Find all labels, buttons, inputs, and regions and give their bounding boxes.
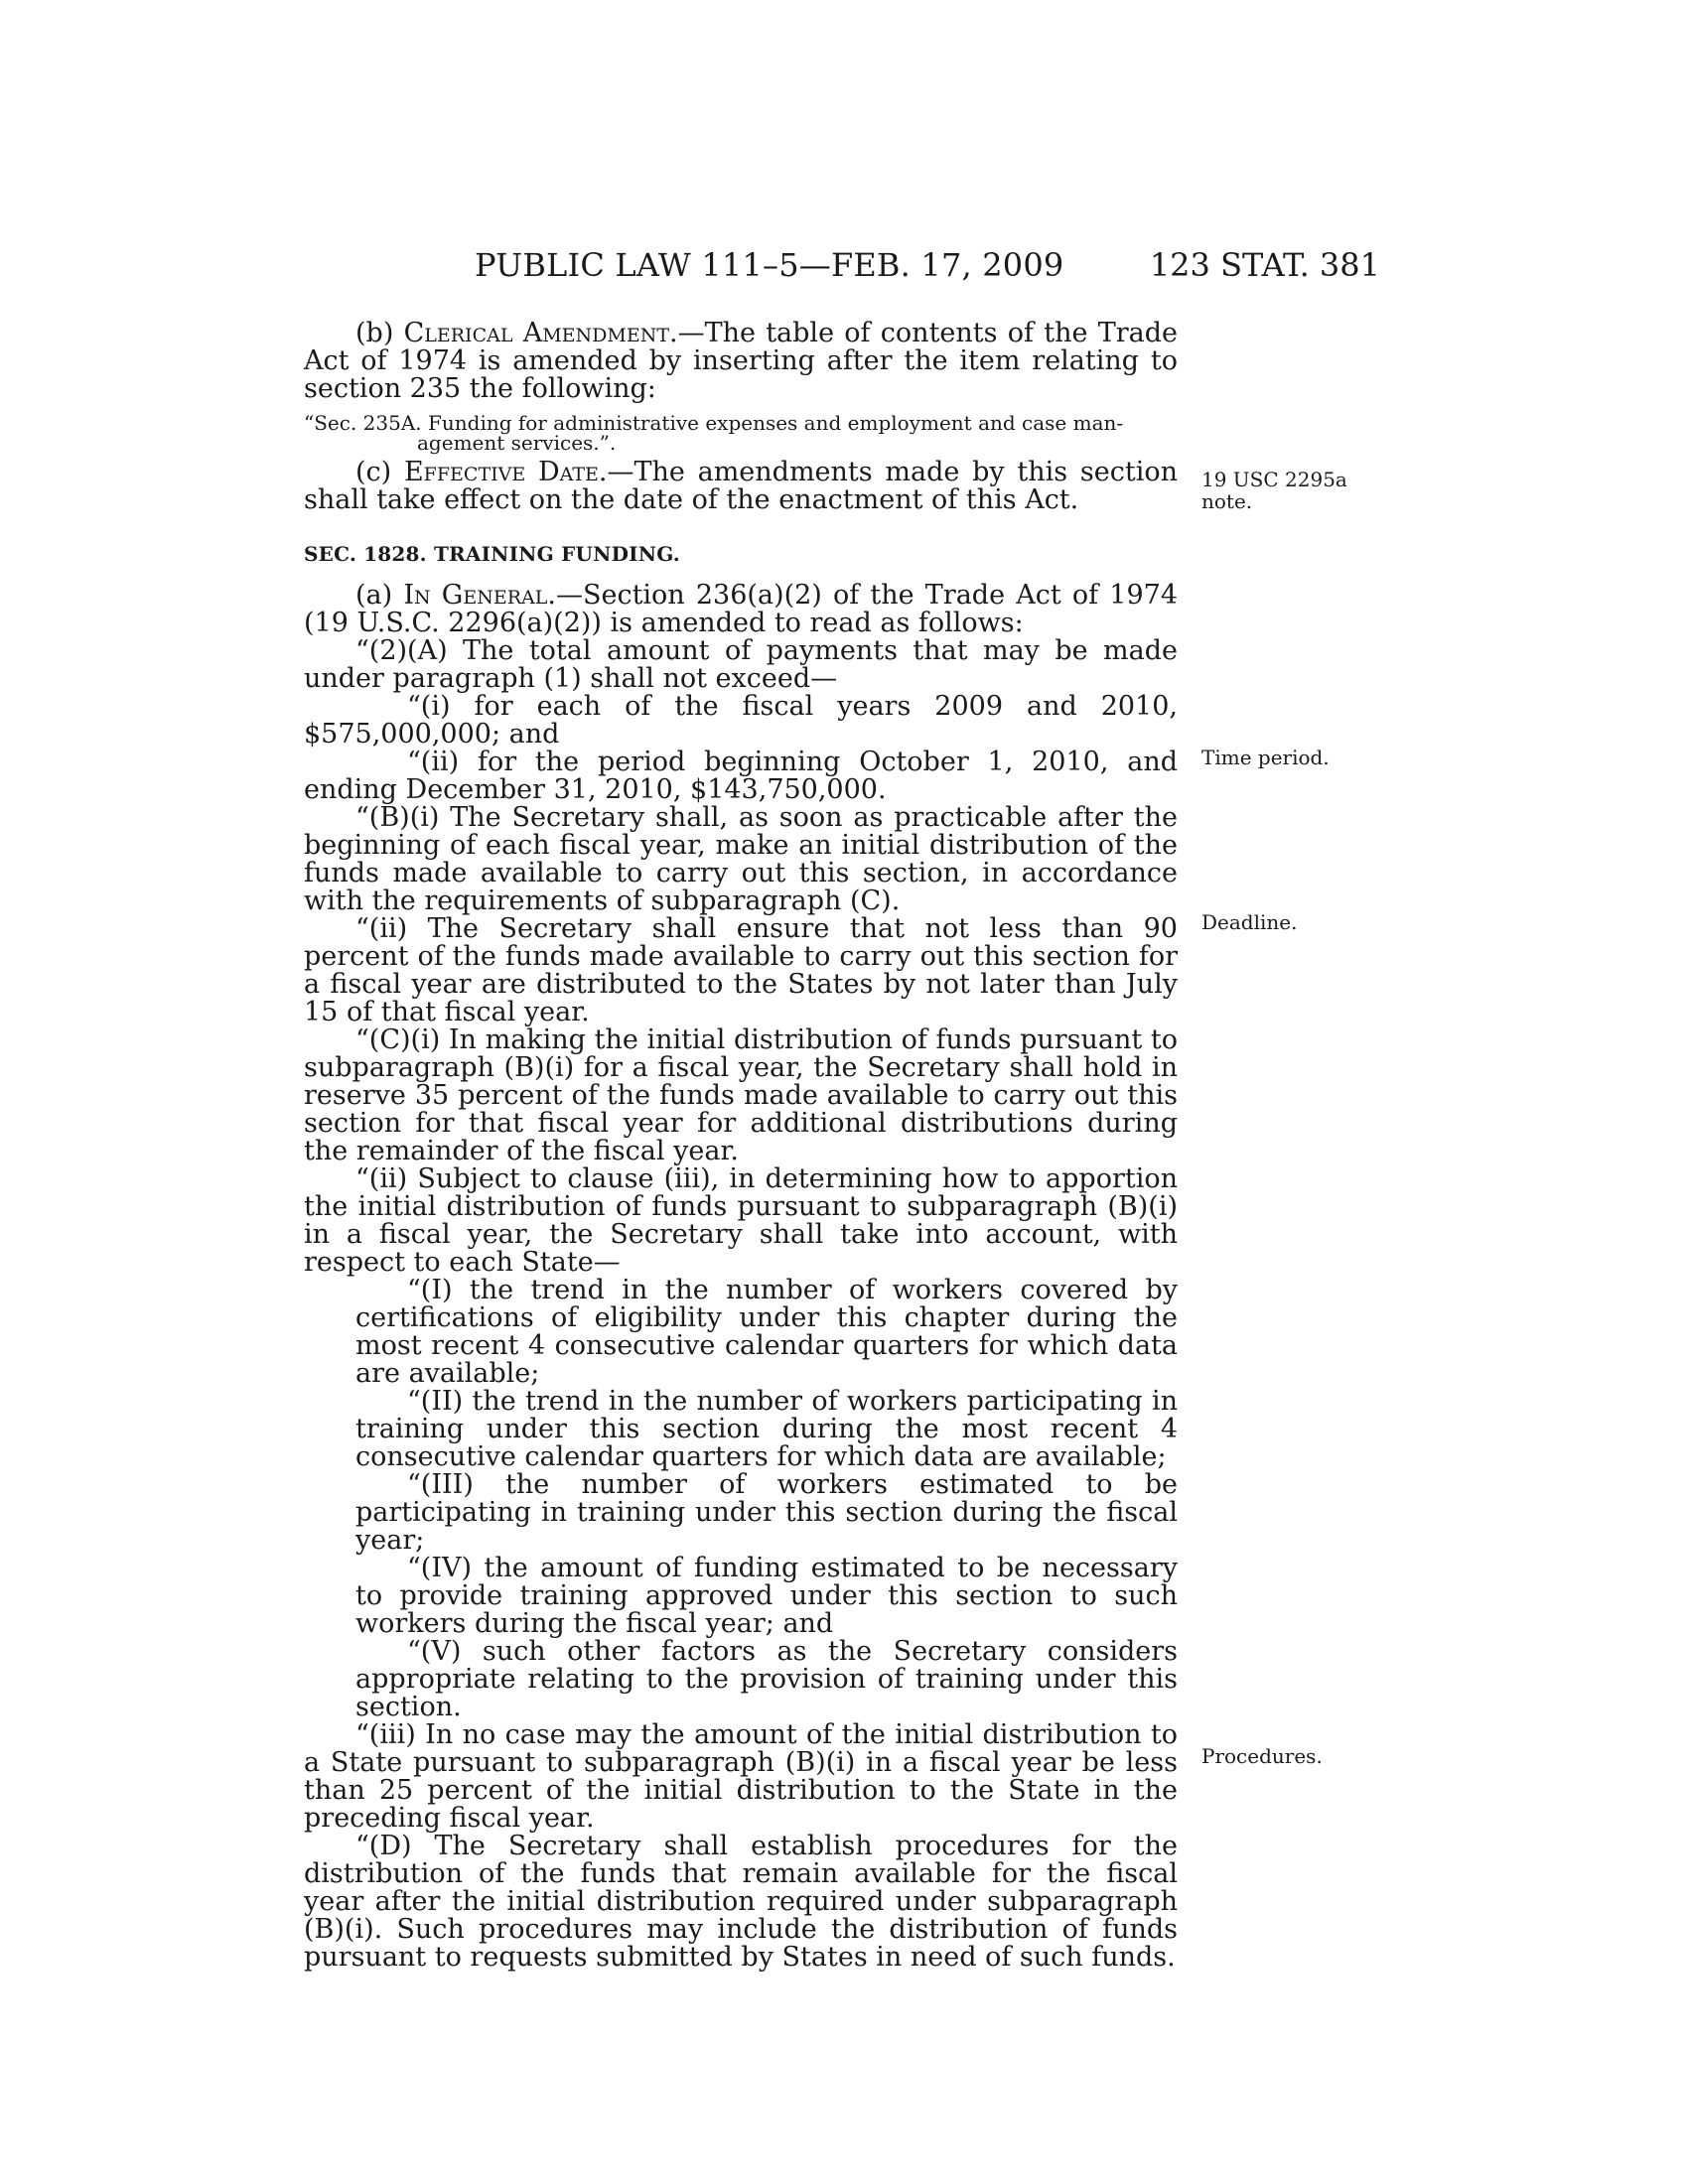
- margin-note-usc-line1: 19 USC 2295a: [1201, 468, 1347, 491]
- paragraph-b-heading: Clerical Amendment.: [403, 318, 678, 348]
- clause-2A-ii: “(ii) for the period beginning October 1, 2010, and ending December 31, 2010, $143,750,000.: [304, 747, 1178, 805]
- paragraph-C-i: “(C)(i) In making the initial distribution of funds pursuant to subparagraph (B)(i) for a fiscal year, the Secretary shall hold in reserve 35 percent of the funds made available to carry out this section for that fiscal year for additional distributions during the remainder of the fiscal year.: [304, 1024, 1178, 1166]
- subclause-V: “(V) such other factors as the Secretary considers appropriate relating to the provision of training under this section.: [355, 1636, 1178, 1722]
- paragraph-C-ii: “(ii) Subject to clause (iii), in determining how to apportion the initial distribution of funds pursuant to subparagraph (B)(i) in a fiscal year, the Secretary shall take into account, with respect to each State—: [304, 1163, 1178, 1278]
- toc-entry-line2: agement services.”.: [417, 431, 617, 455]
- paragraph-D: “(D) The Secretary shall establish procedures for the distribution of the funds that remain available for the fiscal year after the initial distribution required under subparagraph (B)(i). Such procedures may include the distribution of funds pursuant to requests submitted by States in need of such funds.: [304, 1831, 1178, 1973]
- toc-entry-line1: “Sec. 235A. Funding for administrative expenses and employment and case man-: [304, 411, 1124, 435]
- paragraph-C-iii: “(iii) In no case may the amount of the initial distribution to a State pursuant to subparagraph (B)(i) in a fiscal year be less than 25 percent of the initial distribution to the State in the preceding fiscal year.: [304, 1719, 1178, 1834]
- paragraph-a-text: —Section 236(a)(2) of the Trade Act of 1974 (19 U.S.C. 2296(a)(2)) is amended to read as follows:: [304, 580, 1178, 638]
- body-text-column: [304, 320, 1178, 1972]
- subclause-III: “(III) the number of workers estimated to be participating in training under this section during the fiscal year;: [355, 1469, 1178, 1556]
- paragraph-b: [304, 320, 1178, 403]
- paragraph-c-label: (c): [355, 457, 404, 487]
- margin-note-usc-line2: note.: [1201, 489, 1253, 513]
- section-heading: SEC. 1828. TRAINING FUNDING.: [304, 542, 680, 566]
- running-header-title: PUBLIC LAW 111–5—FEB. 17, 2009: [475, 246, 1064, 284]
- margin-note-deadline: Deadline.: [1201, 910, 1298, 934]
- paragraph-b-text: —The table of contents of the Trade Act of 1974 is amended by inserting after the item relating to section 235 the following:: [304, 318, 1178, 404]
- paragraph-B-i: “(B)(i) The Secretary shall, as soon as practicable after the beginning of each fiscal year, make an initial distribution of the funds made available to carry out this section, in accordance with the requirements of subparagraph (C).: [304, 802, 1178, 916]
- margin-note-usc-citation: [1201, 469, 1347, 512]
- paragraph-2A: “(2)(A) The total amount of payments that may be made under paragraph (1) shall not exceed—: [304, 635, 1178, 694]
- paragraph-c: [304, 459, 1178, 514]
- paragraph-c-text: —The amendments made by this section shall take effect on the date of the enactment of this Act.: [304, 457, 1179, 515]
- margin-note-time-period: Time period.: [1201, 746, 1330, 769]
- paragraph-a: [304, 582, 1178, 637]
- paragraph-a-label: (a): [355, 580, 404, 611]
- toc-entry: [304, 413, 1178, 453]
- subclause-I: “(I) the trend in the number of workers covered by certifications of eligibility under this chapter during the most recent 4 consecutive calendar quarters for which data are available;: [355, 1275, 1178, 1389]
- paragraph-b-label: (b): [355, 318, 404, 348]
- paragraph-B-ii: “(ii) The Secretary shall ensure that not less than 90 percent of the funds made available to carry out this section for a fiscal year are distributed to the States by not later than July 15 of that fiscal year.: [304, 913, 1178, 1027]
- subclause-II: “(II) the trend in the number of workers participating in training under this section during the most recent 4 consecutive calendar quarters for which data are available;: [355, 1386, 1178, 1472]
- running-header-page-citation: 123 STAT. 381: [1149, 246, 1380, 284]
- subclause-IV: “(IV) the amount of funding estimated to be necessary to provide training approved under this section to such workers during the fiscal year; and: [355, 1553, 1178, 1639]
- clause-2A-i: “(i) for each of the fiscal years 2009 and 2010, $575,000,000; and: [304, 691, 1178, 750]
- margin-note-procedures: Procedures.: [1201, 1744, 1323, 1768]
- paragraph-c-heading: Effective Date.: [403, 457, 608, 487]
- paragraph-a-heading: In General.: [403, 580, 556, 611]
